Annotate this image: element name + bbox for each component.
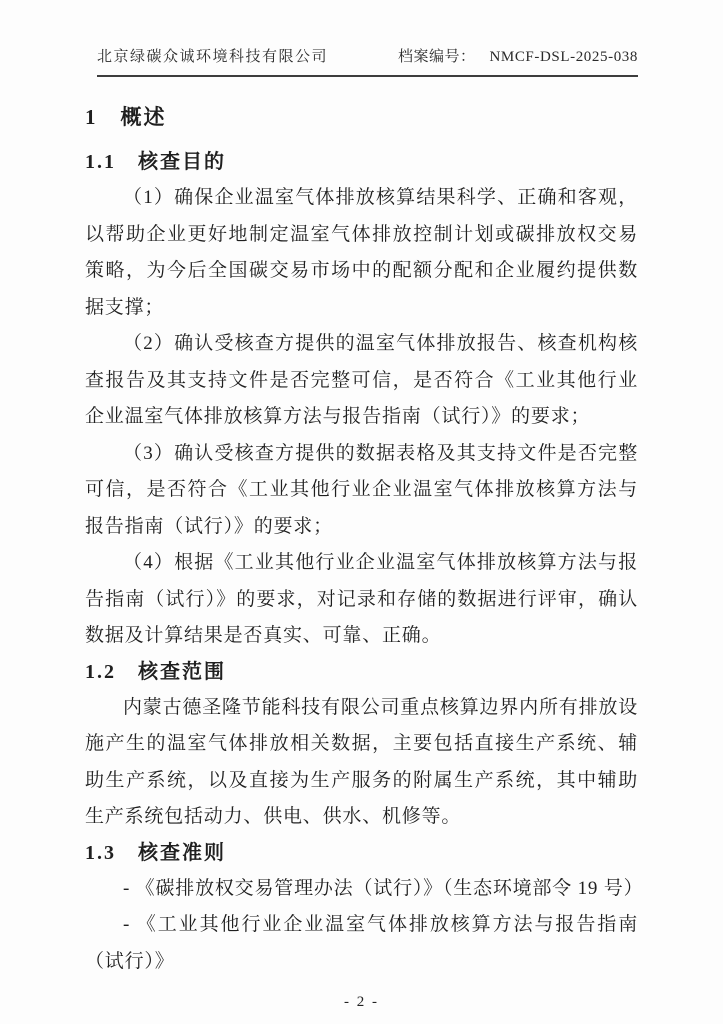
purpose-paragraph-4: （4）根据《工业其他行业企业温室气体排放核算方法与报告指南（试行）》的要求，对记录和存储的数据进行评审，确认数据及计算结果是否真实、可靠、正确。 bbox=[85, 552, 638, 646]
criteria-item-1: - 《碳排放权交易管理办法（试行）》（生态环境部令 19 号） bbox=[123, 877, 644, 899]
purpose-paragraph-2: （2）确认受核查方提供的温室气体排放报告、核查机构核查报告及其支持文件是否完整可信，是否符合《工业其他行业企业温室气体排放核算方法与报告指南（试行）》的要求； bbox=[85, 333, 638, 427]
section-1-3-list bbox=[85, 871, 644, 981]
document-body bbox=[85, 104, 644, 1011]
section-1-2-paragraphs bbox=[85, 690, 638, 836]
scope-paragraph: 内蒙古德圣隆节能科技有限公司重点核算边界内所有排放设施产生的温室气体排放相关数据，主要包括直接生产系统、辅助生产系统，以及直接为生产服务的附属生产系统，其中辅助生产系统包括动力、供电、供水、机修等。 bbox=[85, 696, 638, 827]
section-1-2-heading: 1.2 核查范围 bbox=[85, 660, 226, 683]
archive-number-value: NMCF-DSL-2025-038 bbox=[489, 49, 638, 65]
archive-number-label: 档案编号： bbox=[397, 49, 476, 65]
section-1-3-heading: 1.3 核查准则 bbox=[85, 841, 226, 864]
section-1-1-heading: 1.1 核查目的 bbox=[85, 151, 226, 173]
header-company-name: 北京绿碳众诚环境科技有限公司 bbox=[97, 49, 329, 65]
section-1-heading: 1 概述 bbox=[85, 105, 167, 129]
criteria-item-2: - 《工业其他行业企业温室气体排放核算方法与报告指南（试行）》 bbox=[85, 914, 638, 972]
page-header bbox=[97, 0, 638, 77]
section-1-1-paragraphs bbox=[85, 180, 638, 655]
purpose-paragraph-1: （1）确保企业温室气体排放核算结果科学、正确和客观，以帮助企业更好地制定温室气体排放控制计划或碳排放权交易策略，为今后全国碳交易市场中的配额分配和企业履约提供数据支撑； bbox=[85, 187, 638, 318]
purpose-paragraph-3: （3）确认受核查方提供的数据表格及其支持文件是否完整可信，是否符合《工业其他行业企业温室气体排放核算方法与报告指南（试行）》的要求； bbox=[85, 442, 638, 537]
page-number: - 2 - bbox=[344, 994, 379, 1010]
header-archive-number bbox=[398, 45, 638, 66]
